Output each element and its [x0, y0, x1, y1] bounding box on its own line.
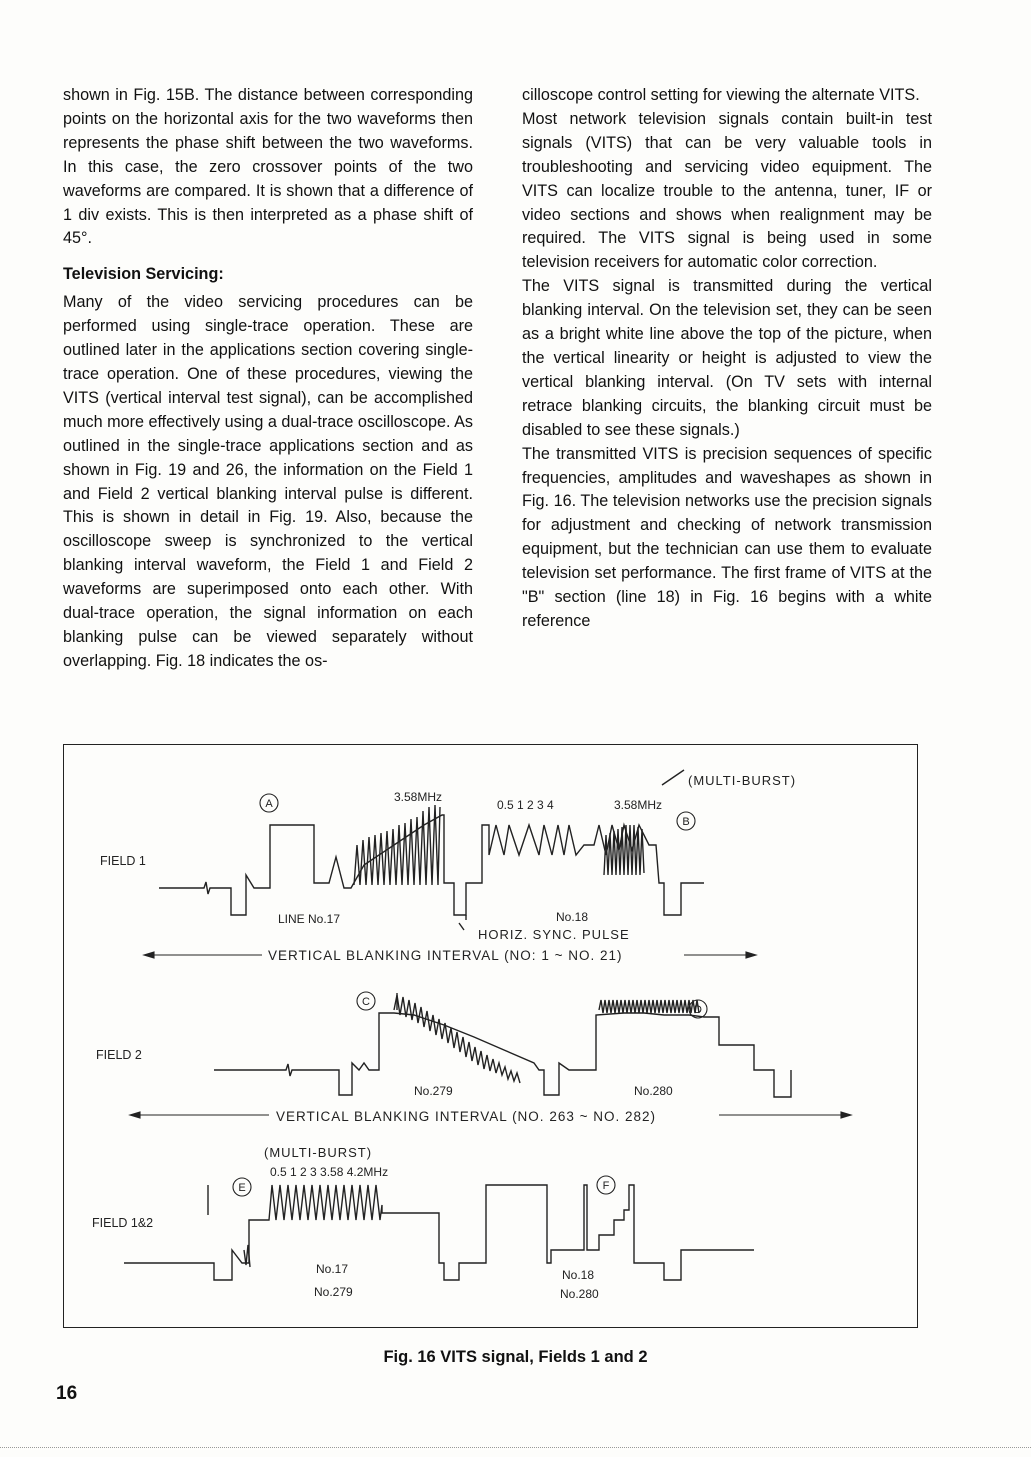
no18-bottom-label: No.18: [562, 1268, 595, 1282]
marker-b: B: [682, 816, 690, 828]
figure-caption: Fig. 16 VITS signal, Fields 1 and 2: [383, 1348, 648, 1366]
vbi-field1-label: VERTICAL BLANKING INTERVAL (NO: 1 ~ NO. 21): [268, 948, 623, 963]
field2-label: FIELD 2: [96, 1048, 142, 1062]
freq-358-b-label: 3.58MHz: [614, 798, 663, 812]
no17-bottom-label: No.17: [316, 1262, 349, 1276]
field2-waveform: [214, 1013, 791, 1097]
horiz-sync-label: HORIZ. SYNC. PULSE: [478, 927, 630, 942]
right-paragraph-2: Most network television signals contain built-in test signals (VITS) that can be very valuable tools in troubleshooting and servicing video equipment. The VITS can localize trouble to the antenna, tuner, IF or video sections and shows when realignment may be required. The VITS signal is being used in some television receivers for automatic color correction.: [522, 109, 932, 272]
right-paragraph-4: The transmitted VITS is precision sequences of specific frequencies, amplitudes and waveshapes as shown in Fig. 16. The television networks use the precision signals for adjustment and checking of network transmission equipment, but the technician can use them to evaluate television set performance. The first frame of VITS at the "B" section (line 18) in Fig. 16 begins with a white reference: [522, 444, 932, 630]
field12-label: FIELD 1&2: [92, 1216, 154, 1230]
field1-burst-a: [354, 805, 440, 885]
field2-burst-d: [599, 1000, 699, 1013]
field2-burst-c: [394, 995, 520, 1083]
marker-f: F: [602, 1180, 610, 1192]
field12-waveform: [124, 1185, 754, 1280]
burst-scale-e: 0.5 1 2 3 3.58 4.2MHz: [270, 1165, 389, 1179]
right-text-column: [522, 84, 932, 634]
right-paragraph-1: cilloscope control setting for viewing the alternate VITS.: [522, 86, 920, 104]
page-number: 16: [56, 1383, 78, 1404]
right-paragraph-3: The VITS signal is transmitted during the vertical blanking interval. On the television set, they can be seen as a bright white line above the top of the picture, when the vertical linearity or height is adjusted to view the vertical blanking interval. (On TV sets with internal retrace blanking circuits, the blanking circuit must be disabled to see these signals.): [522, 277, 932, 439]
no279-label: No.279: [414, 1084, 453, 1098]
left-text-column: [63, 84, 473, 674]
marker-c: C: [362, 996, 370, 1008]
marker-a: A: [265, 798, 273, 810]
field1-label: FIELD 1: [100, 854, 146, 868]
no18-top-label: No.18: [556, 910, 589, 924]
no280-label: No.280: [634, 1084, 673, 1098]
marker-d: D: [694, 1004, 702, 1016]
no280-bottom-label: No.280: [560, 1287, 599, 1301]
marker-e: E: [238, 1182, 246, 1194]
left-paragraph-1: shown in Fig. 15B. The distance between corresponding points on the horizontal axis for the two waveforms then represents the phase shift between the two waveforms. In this case, the zero crossover points of the two waveforms are compared. It is shown that a difference of 1 div exists. This is then interpreted as a phase shift of 45°.: [63, 86, 473, 248]
multi-burst-bottom-label: (MULTI-BURST): [264, 1145, 373, 1160]
multi-burst-top-label: (MULTI-BURST): [688, 773, 797, 788]
line-no17-label: LINE No.17: [278, 912, 341, 926]
section-heading-television-servicing: Television Servicing:: [63, 265, 224, 284]
freq-358-label: 3.58MHz: [394, 790, 443, 804]
vbi-field2-label: VERTICAL BLANKING INTERVAL (NO. 263 ~ NO. 282): [276, 1109, 656, 1124]
page-bottom-rule: [0, 1447, 1031, 1448]
vits-figure: [63, 744, 918, 1328]
vits-waveform-diagram: [64, 745, 919, 1329]
no279-bottom-label: No.279: [314, 1285, 353, 1299]
left-paragraph-2: Many of the video servicing procedures can be performed using single-trace operation. These are outlined later in the applications section covering single-trace operation. One of these procedures, viewing the VITS (vertical interval test signal), can be accomplished much more effectively using a dual-trace oscilloscope. As outlined in the single-trace applications section and as shown in Fig. 19 and 26, the information on the Field 1 and Field 2 vertical blanking interval pulse is different. This is shown in detail in Fig. 19. Also, because the oscilloscope sweep is synchronized to the vertical blanking interval waveform, the Field 1 and Field 2 waveforms are superimposed onto each other. With dual-trace operation, the signal information on each blanking pulse can be viewed separately without overlapping. Fig. 18 indicates the os-: [63, 293, 473, 670]
burst-scale-b: 0.5 1 2 3 4: [497, 798, 554, 812]
